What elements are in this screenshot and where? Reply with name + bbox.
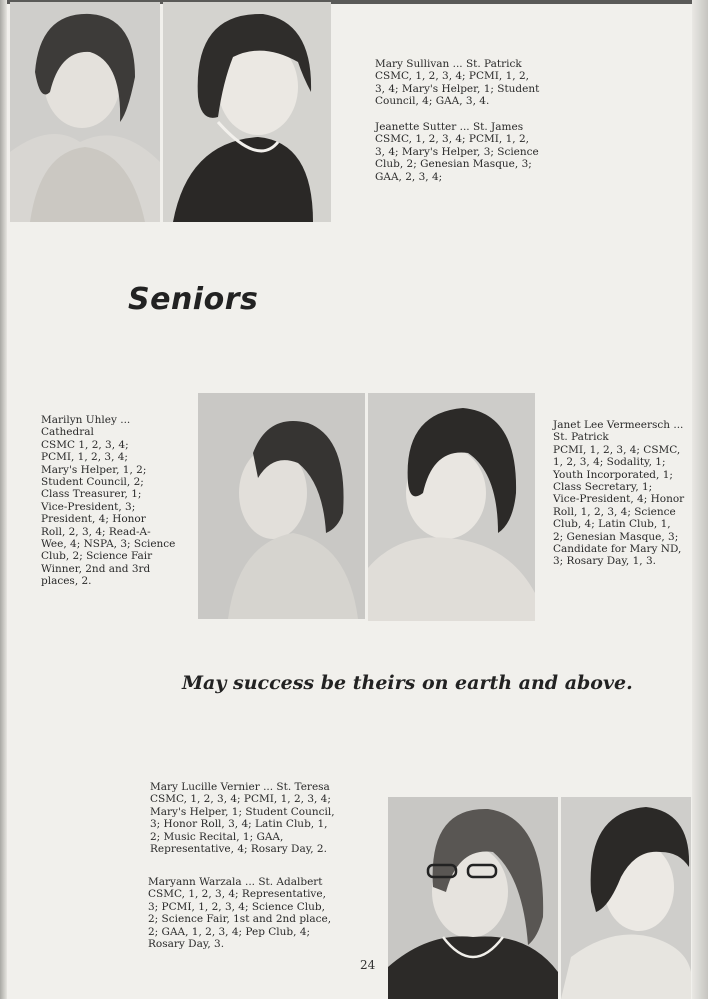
- portrait-photo: [10, 2, 160, 222]
- student-activities: CSMC, 1, 2, 3, 4; PCMI, 1, 2, 3, 4; Mary's Helper, 1; Student Council, 4; GAA, 3, 4.: [375, 70, 540, 108]
- portrait-photo: [388, 797, 558, 999]
- student-name-line: Mary Lucille Vernier ... St. Teresa: [150, 781, 330, 793]
- student-name-line: Janet Lee Vermeersch ... St. Patrick: [553, 419, 684, 444]
- page-left-edge: [0, 0, 7, 999]
- page-number: 24: [360, 958, 376, 972]
- motto-text: May success be theirs on earth and above.: [182, 672, 633, 694]
- student-bio: [553, 419, 703, 568]
- student-name-line: Mary Sullivan ... St. Patrick: [375, 58, 522, 70]
- student-name-line: Maryann Warzala ... St. Adalbert: [148, 876, 323, 888]
- portrait-photo: [163, 2, 331, 222]
- student-bio: [375, 121, 575, 183]
- student-activities: PCMI, 1, 2, 3, 4; CSMC, 1, 2, 3, 4; Sodality, 1; Youth Incorporated, 1; Class Secretary, 1; Vice-President, 4; Honor Roll, 1, 2, 3, 4; Science Club, 4; Latin Club, 1, 2; Genesian Masque, 3; Candidate for Mary ND, 3; Rosary Day, 1, 3.: [553, 443, 685, 568]
- portrait-photo: [561, 797, 691, 999]
- student-activities: CSMC, 1, 2, 3, 4; Representative, 3; PCMI, 1, 2, 3, 4; Science Club, 2; Science Fair, 1st and 2nd place, 2; GAA, 1, 2, 3, 4; Pep Club, 4; Rosary Day, 3.: [148, 888, 332, 951]
- student-name-line: Jeanette Sutter ... St. James: [375, 121, 524, 133]
- student-activities: CSMC, 1, 2, 3, 4; PCMI, 1, 2, 3, 4; Mary's Helper, 1; Student Council, 3; Honor Roll, 3, 4; Latin Club, 1, 2; Music Recital, 1; GAA, Representative, 4; Rosary Day, 2.: [150, 793, 335, 856]
- section-title: Seniors: [128, 282, 259, 317]
- student-name-line: Marilyn Uhley ... Cathedral: [41, 414, 131, 439]
- student-activities: CSMC, 1, 2, 3, 4; PCMI, 1, 2, 3, 4; Mary's Helper, 3; Science Club, 2; Genesian Masque, 3; GAA, 2, 3, 4;: [375, 133, 539, 183]
- portrait-photo: [198, 393, 365, 619]
- student-bio: [148, 876, 378, 950]
- student-bio: [375, 58, 575, 108]
- student-bio: [41, 414, 196, 588]
- student-activities: CSMC 1, 2, 3, 4; PCMI, 1, 2, 3, 4; Mary's Helper, 1, 2; Student Council, 2; Class Treasurer, 1; Vice-President, 3; President, 4; Honor Roll, 2, 3, 4; Read-A- Wee, 4; NSPA, 3; Science Club, 2; Science Fair Winner, 2nd and 3rd places, 2.: [41, 438, 176, 588]
- portrait-photo: [368, 393, 535, 621]
- student-bio: [150, 781, 380, 855]
